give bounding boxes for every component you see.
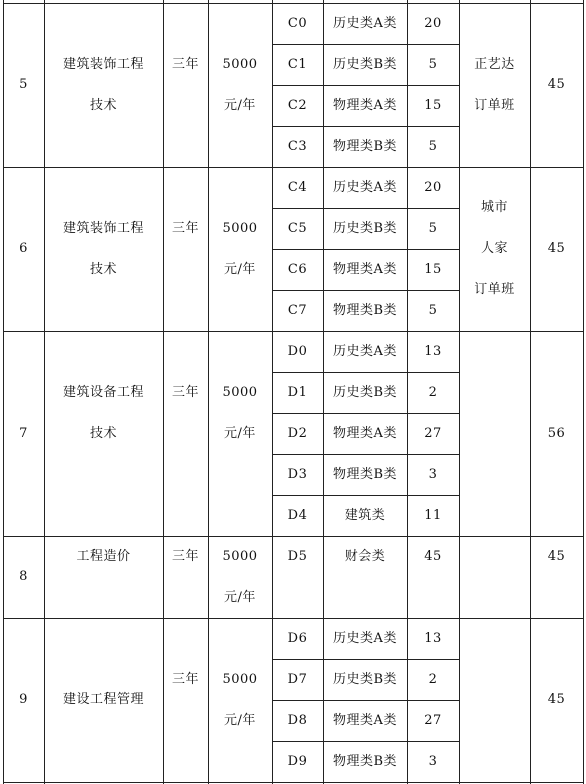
row-border bbox=[3, 167, 584, 168]
plan-count: 2 bbox=[428, 671, 438, 687]
order-class: 订单班 bbox=[474, 97, 515, 113]
row-number: 6 bbox=[19, 241, 28, 256]
total-count: 56 bbox=[547, 425, 566, 441]
subject-category: 历史类A类 bbox=[333, 15, 397, 31]
plan-code: D6 bbox=[287, 630, 308, 646]
tuition-fee: 元/年 bbox=[224, 97, 256, 113]
subrow-border bbox=[272, 85, 460, 86]
tuition-fee: 元/年 bbox=[224, 261, 256, 277]
plan-code: C7 bbox=[287, 302, 308, 318]
major-name: 技术 bbox=[89, 261, 118, 277]
plan-count: 5 bbox=[428, 56, 438, 72]
total-count: 45 bbox=[547, 77, 566, 92]
plan-code: D5 bbox=[287, 548, 308, 564]
plan-code: C2 bbox=[287, 97, 308, 113]
plan-count: 15 bbox=[424, 261, 442, 277]
column-border bbox=[44, 0, 45, 784]
plan-count: 5 bbox=[428, 138, 438, 154]
plan-code: D9 bbox=[287, 753, 308, 769]
subject-category: 历史类B类 bbox=[332, 671, 398, 687]
tuition-fee: 元/年 bbox=[224, 712, 256, 728]
subject-category: 财会类 bbox=[344, 548, 386, 564]
subrow-border bbox=[272, 741, 460, 742]
plan-code: D3 bbox=[287, 466, 308, 482]
plan-count: 45 bbox=[424, 548, 442, 564]
plan-count: 13 bbox=[424, 630, 442, 646]
major-name: 技术 bbox=[89, 425, 118, 441]
major-name: 建筑设备工程 bbox=[62, 384, 145, 400]
column-border bbox=[407, 0, 408, 784]
column-border bbox=[323, 0, 324, 784]
row-border bbox=[3, 3, 584, 4]
plan-count: 13 bbox=[424, 343, 442, 359]
row-number: 8 bbox=[19, 569, 28, 584]
subject-category: 历史类A类 bbox=[333, 179, 397, 195]
column-border bbox=[208, 0, 209, 784]
study-years: 三年 bbox=[171, 548, 200, 564]
study-years: 三年 bbox=[171, 56, 200, 72]
subrow-border bbox=[272, 495, 460, 496]
plan-count: 15 bbox=[424, 97, 442, 113]
plan-count: 11 bbox=[424, 507, 442, 523]
tuition-fee: 5000 bbox=[222, 220, 258, 236]
order-class: 城市 bbox=[480, 200, 509, 215]
plan-code: C5 bbox=[287, 220, 308, 236]
subrow-border bbox=[272, 290, 460, 291]
plan-count: 3 bbox=[428, 466, 438, 482]
study-years: 三年 bbox=[171, 384, 200, 400]
study-years: 三年 bbox=[171, 220, 200, 236]
row-number: 7 bbox=[19, 425, 28, 441]
subrow-border bbox=[272, 208, 460, 209]
subject-category: 物理类B类 bbox=[332, 302, 398, 318]
tuition-fee: 元/年 bbox=[224, 589, 256, 605]
row-border bbox=[3, 782, 584, 783]
plan-code: D4 bbox=[287, 507, 308, 523]
plan-code: C1 bbox=[287, 56, 308, 72]
tuition-fee: 5000 bbox=[222, 671, 258, 687]
row-border bbox=[3, 618, 584, 619]
row-border bbox=[3, 536, 584, 537]
tuition-fee: 5000 bbox=[222, 56, 258, 72]
row-border bbox=[3, 331, 584, 332]
subrow-border bbox=[272, 44, 460, 45]
total-count: 45 bbox=[547, 692, 566, 707]
subject-category: 物理类A类 bbox=[333, 712, 397, 728]
major-name: 建筑装饰工程 bbox=[62, 56, 145, 72]
column-border bbox=[530, 0, 531, 784]
subject-category: 物理类B类 bbox=[332, 753, 398, 769]
subrow-border bbox=[272, 659, 460, 660]
row-number: 9 bbox=[19, 692, 28, 707]
plan-code: C4 bbox=[287, 179, 308, 195]
plan-count: 27 bbox=[424, 712, 442, 728]
order-class: 订单班 bbox=[474, 282, 515, 297]
major-name: 技术 bbox=[89, 97, 118, 113]
tuition-fee: 5000 bbox=[222, 548, 258, 564]
plan-count: 3 bbox=[428, 753, 438, 769]
column-border bbox=[583, 0, 584, 784]
subject-category: 物理类B类 bbox=[332, 138, 398, 154]
subrow-border bbox=[272, 413, 460, 414]
major-name: 建设工程管理 bbox=[62, 692, 145, 707]
major-name: 建筑装饰工程 bbox=[62, 220, 145, 236]
study-years: 三年 bbox=[171, 671, 200, 687]
total-count: 45 bbox=[547, 241, 566, 256]
column-border bbox=[163, 0, 164, 784]
subrow-border bbox=[272, 372, 460, 373]
subject-category: 物理类A类 bbox=[333, 97, 397, 113]
plan-code: D0 bbox=[287, 343, 308, 359]
plan-code: C0 bbox=[287, 15, 308, 31]
total-count: 45 bbox=[547, 548, 566, 564]
subrow-border bbox=[272, 700, 460, 701]
major-name: 工程造价 bbox=[76, 548, 131, 564]
plan-count: 5 bbox=[428, 302, 438, 318]
subject-category: 建筑类 bbox=[344, 507, 386, 523]
subject-category: 历史类A类 bbox=[333, 630, 397, 646]
tuition-fee: 元/年 bbox=[224, 425, 256, 441]
plan-code: D2 bbox=[287, 425, 308, 441]
subject-category: 历史类B类 bbox=[332, 56, 398, 72]
plan-code: D7 bbox=[287, 671, 308, 687]
column-border bbox=[272, 0, 273, 784]
plan-count: 27 bbox=[424, 425, 442, 441]
row-number: 5 bbox=[19, 77, 28, 92]
plan-count: 5 bbox=[428, 220, 438, 236]
subrow-border bbox=[272, 249, 460, 250]
subject-category: 历史类B类 bbox=[332, 220, 398, 236]
column-border bbox=[3, 0, 4, 784]
plan-code: D1 bbox=[287, 384, 308, 400]
order-class: 人家 bbox=[480, 241, 509, 256]
subject-category: 历史类A类 bbox=[333, 343, 397, 359]
subject-category: 物理类A类 bbox=[333, 425, 397, 441]
plan-code: D8 bbox=[287, 712, 308, 728]
column-border bbox=[459, 0, 460, 784]
subrow-border bbox=[272, 126, 460, 127]
order-class: 正艺达 bbox=[474, 56, 515, 72]
plan-count: 2 bbox=[428, 384, 438, 400]
subject-category: 物理类A类 bbox=[333, 261, 397, 277]
plan-code: C3 bbox=[287, 138, 308, 154]
plan-code: C6 bbox=[287, 261, 308, 277]
plan-count: 20 bbox=[424, 179, 442, 195]
plan-count: 20 bbox=[424, 15, 442, 31]
tuition-fee: 5000 bbox=[222, 384, 258, 400]
subrow-border bbox=[272, 454, 460, 455]
subject-category: 历史类B类 bbox=[332, 384, 398, 400]
subject-category: 物理类B类 bbox=[332, 466, 398, 482]
